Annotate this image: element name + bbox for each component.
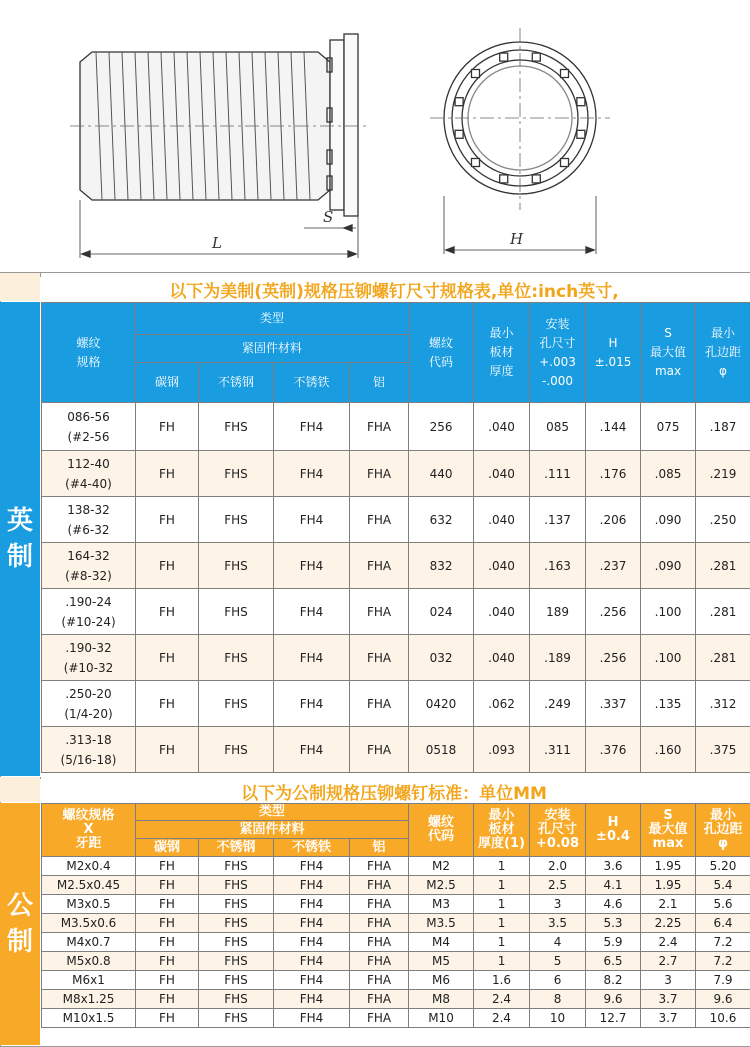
- cell-hole: 085: [530, 403, 586, 451]
- cell-h: .337: [586, 681, 641, 727]
- cell-stainless: FHS: [199, 971, 274, 990]
- mm-header-type: 类型: [136, 804, 409, 821]
- cell-carbon: FH: [136, 727, 199, 773]
- mm-side-char-1: 公: [7, 888, 33, 924]
- cell-spec: M8x1.25: [42, 990, 136, 1009]
- cell-iron: FH4: [274, 895, 350, 914]
- cell-iron: FH4: [274, 876, 350, 895]
- cell-hole: 3.5: [530, 914, 586, 933]
- cell-h: 5.3: [586, 914, 641, 933]
- cell-sheet: .040: [474, 403, 530, 451]
- cell-s: 3: [641, 971, 696, 990]
- cell-spec: M10x1.5: [42, 1009, 136, 1028]
- mm-header-stainless: 不锈钢: [199, 839, 274, 857]
- cell-carbon: FH: [136, 589, 199, 635]
- table-row: [42, 971, 750, 990]
- cell-s: .090: [641, 497, 696, 543]
- cell-iron: FH4: [274, 857, 350, 876]
- cell-al: FHA: [350, 635, 409, 681]
- us-header-type: 类型: [136, 303, 409, 335]
- cell-code: 440: [409, 451, 474, 497]
- cell-sheet: .040: [474, 497, 530, 543]
- cell-carbon: FH: [136, 952, 199, 971]
- table-row: [42, 1009, 750, 1028]
- cell-iron: FH4: [274, 403, 350, 451]
- cell-s: 2.4: [641, 933, 696, 952]
- cell-al: FHA: [350, 952, 409, 971]
- mm-section-title: 以下为公制规格压铆螺钉标准：单位MM: [40, 779, 748, 804]
- table-row: [42, 497, 750, 543]
- cell-h: .176: [586, 451, 641, 497]
- cell-iron: FH4: [274, 971, 350, 990]
- us-header-hole: 安装 孔尺寸 +.003 -.000: [530, 303, 586, 403]
- cell-edge: .187: [696, 403, 750, 451]
- cell-iron: FH4: [274, 727, 350, 773]
- cell-h: .256: [586, 589, 641, 635]
- table-row: [42, 990, 750, 1009]
- cell-code: M2: [409, 857, 474, 876]
- cell-s: .160: [641, 727, 696, 773]
- cell-hole: 8: [530, 990, 586, 1009]
- us-corner-cell: [0, 273, 41, 301]
- cell-spec: .190-32 (#10-32: [42, 635, 136, 681]
- us-side-label: [0, 302, 40, 776]
- cell-stainless: FHS: [199, 895, 274, 914]
- cell-hole: .249: [530, 681, 586, 727]
- cell-code: M6: [409, 971, 474, 990]
- cell-spec: 164-32 (#8-32): [42, 543, 136, 589]
- cell-sheet: .040: [474, 543, 530, 589]
- cell-stainless: FHS: [199, 635, 274, 681]
- cell-edge: 7.2: [696, 933, 750, 952]
- cell-s: .135: [641, 681, 696, 727]
- us-side-char-2: 制: [7, 539, 33, 575]
- cell-al: FHA: [350, 876, 409, 895]
- cell-code: 032: [409, 635, 474, 681]
- cell-iron: FH4: [274, 990, 350, 1009]
- cell-stainless: FHS: [199, 990, 274, 1009]
- cell-al: FHA: [350, 857, 409, 876]
- cell-iron: FH4: [274, 933, 350, 952]
- table-row: [42, 914, 750, 933]
- mm-header-h: H ±0.4: [586, 804, 641, 857]
- us-header-code: 螺纹代码: [409, 303, 474, 403]
- cell-sheet: .040: [474, 589, 530, 635]
- cell-stainless: FHS: [199, 451, 274, 497]
- cell-h: 4.1: [586, 876, 641, 895]
- cell-spec: 112-40 (#4-40): [42, 451, 136, 497]
- cell-hole: 3: [530, 895, 586, 914]
- cell-spec: M6x1: [42, 971, 136, 990]
- cell-sheet: 1: [474, 952, 530, 971]
- table-row: [42, 895, 750, 914]
- table-row: [42, 681, 750, 727]
- cell-al: FHA: [350, 497, 409, 543]
- cell-h: 3.6: [586, 857, 641, 876]
- cell-h: .144: [586, 403, 641, 451]
- cell-sheet: 1: [474, 857, 530, 876]
- cell-al: FHA: [350, 403, 409, 451]
- cell-code: M5: [409, 952, 474, 971]
- cell-al: FHA: [350, 451, 409, 497]
- cell-hole: 10: [530, 1009, 586, 1028]
- mm-header-aluminum: 铝: [350, 839, 409, 857]
- us-header-stainless-iron: 不锈铁: [274, 363, 350, 403]
- dim-label-S: S: [323, 208, 333, 226]
- cell-s: 2.7: [641, 952, 696, 971]
- cell-al: FHA: [350, 933, 409, 952]
- us-header-min-sheet: 最小板材厚度: [474, 303, 530, 403]
- cell-stainless: FHS: [199, 543, 274, 589]
- cell-edge: 7.2: [696, 952, 750, 971]
- cell-hole: 5: [530, 952, 586, 971]
- cell-carbon: FH: [136, 876, 199, 895]
- cell-h: 4.6: [586, 895, 641, 914]
- cell-sheet: .040: [474, 451, 530, 497]
- cell-edge: 7.9: [696, 971, 750, 990]
- cell-carbon: FH: [136, 895, 199, 914]
- cell-h: .206: [586, 497, 641, 543]
- cell-s: .085: [641, 451, 696, 497]
- us-header-spec: 螺纹规格: [42, 303, 136, 403]
- cell-hole: .311: [530, 727, 586, 773]
- cell-hole: 189: [530, 589, 586, 635]
- cell-s: 2.25: [641, 914, 696, 933]
- cell-stainless: FHS: [199, 497, 274, 543]
- cell-spec: .250-20 (1/4-20): [42, 681, 136, 727]
- dim-label-L: L: [211, 234, 222, 252]
- metric-spec-table: [41, 803, 750, 1028]
- cell-spec: .313-18 (5/16-18): [42, 727, 136, 773]
- cell-hole: .163: [530, 543, 586, 589]
- cell-edge: .281: [696, 635, 750, 681]
- cell-edge: 9.6: [696, 990, 750, 1009]
- cell-edge: .281: [696, 589, 750, 635]
- cell-al: FHA: [350, 895, 409, 914]
- cell-al: FHA: [350, 1009, 409, 1028]
- cell-edge: .250: [696, 497, 750, 543]
- cell-al: FHA: [350, 589, 409, 635]
- cell-al: FHA: [350, 543, 409, 589]
- cell-sheet: .062: [474, 681, 530, 727]
- cell-stainless: FHS: [199, 933, 274, 952]
- cell-carbon: FH: [136, 914, 199, 933]
- us-header-edge: 最小 孔边距 φ: [696, 303, 750, 403]
- cell-stainless: FHS: [199, 876, 274, 895]
- cell-code: 256: [409, 403, 474, 451]
- cell-carbon: FH: [136, 990, 199, 1009]
- cell-sheet: .093: [474, 727, 530, 773]
- cell-spec: M4x0.7: [42, 933, 136, 952]
- cell-sheet: 1: [474, 933, 530, 952]
- cell-h: 12.7: [586, 1009, 641, 1028]
- mm-header-carbon: 碳钢: [136, 839, 199, 857]
- cell-s: 075: [641, 403, 696, 451]
- cell-iron: FH4: [274, 914, 350, 933]
- cell-spec: .190-24 (#10-24): [42, 589, 136, 635]
- table-row: [42, 589, 750, 635]
- cell-edge: .219: [696, 451, 750, 497]
- us-header-stainless: 不锈钢: [199, 363, 274, 403]
- cell-s: 3.7: [641, 1009, 696, 1028]
- cell-iron: FH4: [274, 1009, 350, 1028]
- cell-carbon: FH: [136, 635, 199, 681]
- mm-corner-cell: [0, 777, 41, 802]
- cell-sheet: 1: [474, 914, 530, 933]
- cell-al: FHA: [350, 990, 409, 1009]
- cell-h: 5.9: [586, 933, 641, 952]
- cell-iron: FH4: [274, 497, 350, 543]
- cell-edge: 5.6: [696, 895, 750, 914]
- cell-stainless: FHS: [199, 914, 274, 933]
- mm-header-code: 螺纹代码: [409, 804, 474, 857]
- cell-h: .376: [586, 727, 641, 773]
- cell-stainless: FHS: [199, 589, 274, 635]
- mm-header-hole: 安装 孔尺寸 +0.08: [530, 804, 586, 857]
- table-row: [42, 451, 750, 497]
- cell-stainless: FHS: [199, 681, 274, 727]
- cell-hole: 4: [530, 933, 586, 952]
- table-row: [42, 727, 750, 773]
- cell-carbon: FH: [136, 857, 199, 876]
- cell-code: M4: [409, 933, 474, 952]
- cell-code: 0420: [409, 681, 474, 727]
- mm-side-label: [0, 803, 40, 1045]
- cell-hole: 2.0: [530, 857, 586, 876]
- cell-code: 024: [409, 589, 474, 635]
- table-row: [42, 635, 750, 681]
- cell-hole: .111: [530, 451, 586, 497]
- cell-stainless: FHS: [199, 857, 274, 876]
- cell-h: .256: [586, 635, 641, 681]
- cell-iron: FH4: [274, 635, 350, 681]
- cell-spec: 138-32 (#6-32: [42, 497, 136, 543]
- cell-edge: 6.4: [696, 914, 750, 933]
- cell-s: 1.95: [641, 857, 696, 876]
- cell-spec: M5x0.8: [42, 952, 136, 971]
- cell-hole: .189: [530, 635, 586, 681]
- cell-hole: 6: [530, 971, 586, 990]
- table-row: [42, 952, 750, 971]
- cell-h: 6.5: [586, 952, 641, 971]
- cell-carbon: FH: [136, 681, 199, 727]
- cell-code: 832: [409, 543, 474, 589]
- cell-stainless: FHS: [199, 1009, 274, 1028]
- cell-carbon: FH: [136, 971, 199, 990]
- cell-sheet: .040: [474, 635, 530, 681]
- cell-s: .090: [641, 543, 696, 589]
- us-header-h: H ±.015: [586, 303, 641, 403]
- table-row: [42, 857, 750, 876]
- cell-stainless: FHS: [199, 727, 274, 773]
- cell-carbon: FH: [136, 543, 199, 589]
- cell-code: M8: [409, 990, 474, 1009]
- mm-side-char-2: 制: [7, 924, 33, 960]
- cell-spec: M3.5x0.6: [42, 914, 136, 933]
- inch-spec-table: [41, 302, 750, 773]
- us-side-char-1: 英: [7, 503, 33, 539]
- cell-al: FHA: [350, 971, 409, 990]
- cell-carbon: FH: [136, 1009, 199, 1028]
- table-row: [42, 403, 750, 451]
- cell-code: M3.5: [409, 914, 474, 933]
- cell-spec: 086-56 (#2-56: [42, 403, 136, 451]
- cell-s: 1.95: [641, 876, 696, 895]
- cell-edge: .375: [696, 727, 750, 773]
- cell-code: 0518: [409, 727, 474, 773]
- cell-carbon: FH: [136, 497, 199, 543]
- cell-s: 3.7: [641, 990, 696, 1009]
- cell-sheet: 2.4: [474, 990, 530, 1009]
- cell-edge: .312: [696, 681, 750, 727]
- cell-code: 632: [409, 497, 474, 543]
- us-header-material: 紧固件材料: [136, 335, 409, 363]
- cell-hole: .137: [530, 497, 586, 543]
- mm-header-edge: 最小 孔边距 φ: [696, 804, 750, 857]
- us-header-aluminum: 铝: [350, 363, 409, 403]
- cell-code: M2.5: [409, 876, 474, 895]
- cell-iron: FH4: [274, 451, 350, 497]
- cell-carbon: FH: [136, 933, 199, 952]
- cell-spec: M2x0.4: [42, 857, 136, 876]
- cell-hole: 2.5: [530, 876, 586, 895]
- cell-h: 9.6: [586, 990, 641, 1009]
- mm-header-material: 紧固件材料: [136, 821, 409, 839]
- table-row: [42, 543, 750, 589]
- cell-iron: FH4: [274, 681, 350, 727]
- cell-carbon: FH: [136, 451, 199, 497]
- cell-stainless: FHS: [199, 952, 274, 971]
- cell-iron: FH4: [274, 589, 350, 635]
- rivet-screw-drawing: [0, 0, 750, 272]
- cell-al: FHA: [350, 727, 409, 773]
- cell-code: M3: [409, 895, 474, 914]
- cell-carbon: FH: [136, 403, 199, 451]
- cell-al: FHA: [350, 914, 409, 933]
- cell-sheet: 1: [474, 876, 530, 895]
- cell-iron: FH4: [274, 543, 350, 589]
- cell-iron: FH4: [274, 952, 350, 971]
- us-section-title: 以下为美制(英制)规格压铆螺钉尺寸规格表,单位:inch英寸,: [40, 277, 748, 302]
- cell-h: .237: [586, 543, 641, 589]
- cell-code: M10: [409, 1009, 474, 1028]
- us-header-s: S 最大值 max: [641, 303, 696, 403]
- cell-spec: M2.5x0.45: [42, 876, 136, 895]
- mm-header-min-sheet: 最小 板材 厚度(1): [474, 804, 530, 857]
- dim-label-H: H: [509, 230, 524, 248]
- table-row: [42, 933, 750, 952]
- cell-s: .100: [641, 589, 696, 635]
- mm-header-s: S 最大值 max: [641, 804, 696, 857]
- cell-h: 8.2: [586, 971, 641, 990]
- cell-s: 2.1: [641, 895, 696, 914]
- cell-edge: 10.6: [696, 1009, 750, 1028]
- cell-sheet: 2.4: [474, 1009, 530, 1028]
- mm-header-stainless-iron: 不锈铁: [274, 839, 350, 857]
- mm-header-spec: 螺纹规格 X 牙距: [42, 804, 136, 857]
- cell-al: FHA: [350, 681, 409, 727]
- cell-edge: .281: [696, 543, 750, 589]
- cell-s: .100: [641, 635, 696, 681]
- cell-edge: 5.4: [696, 876, 750, 895]
- cell-sheet: 1: [474, 895, 530, 914]
- cell-edge: 5.20: [696, 857, 750, 876]
- cell-stainless: FHS: [199, 403, 274, 451]
- table-row: [42, 876, 750, 895]
- cell-spec: M3x0.5: [42, 895, 136, 914]
- cell-sheet: 1.6: [474, 971, 530, 990]
- us-header-carbon: 碳钢: [136, 363, 199, 403]
